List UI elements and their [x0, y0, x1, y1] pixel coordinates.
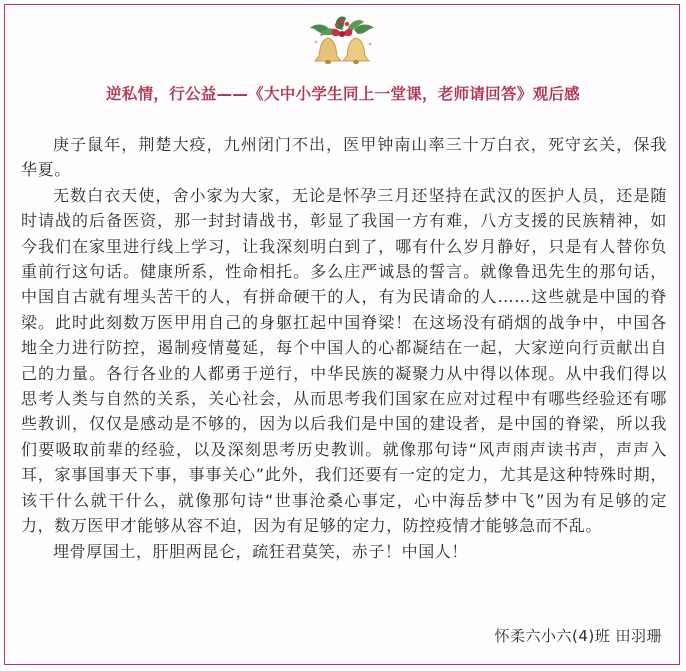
article-title: 逆私情，行公益——《大中小学生同上一堂课，老师请回答》观后感	[105, 85, 580, 103]
paragraph-2: 无数白衣天使，舍小家为大家，无论是怀孕三月还坚持在武汉的医护人员，还是随时请战的后备医资，那一封封请战书，彰显了我国一方有难，八方支援的民族精神，如今我们在家里进行线上学习，让我深刻明白到了，哪有什么岁月静好，只是有人替你负重前行这句话。健康所系，性命相托。多么庄严诚恳的誓言。就像鲁迅先生的那句话，中国自古就有埋头苦干的人，有拼命硬干的人，有为民请命的人……这些就是中国的脊梁。此时此刻数万医甲用自己的身躯扛起中国脊梁！在这场没有硝烟的战争中，中国各地全力进行防控，遏制疫情蔓延，每个中国人的心都凝结在一起，大家逆向行贡献出自己的力量。各行各业的人都勇于逆行，中华民族的凝聚力从中得以体现。从中我们得以思考人类与自然的关系，关心社会，从而思考我们国家在应对过程中有哪些经验还有哪些教训，仅仅是感动是不够的，因为以后我们是中国的建设者，是中国的脊梁，所以我们要吸取前辈的经验，以及深刻思考历史教训。就像那句诗“风声雨声读书声，声声入耳，家事国事天下事，事事关心”此外，我们还要有一定的定力，尤其是这种特殊时期，该干什么就干什么，就像那句诗“世事沧桑心事定，心中海岳梦中飞”因为有足够的定力，数万医甲才能够从容不迫，因为有足够的定力，防控疫情才能够急而不乱。	[21, 185, 667, 536]
christmas-bells-holly-icon	[306, 14, 378, 72]
author-signature: 怀柔六小六(4)班 田羽珊	[494, 627, 662, 645]
paragraph-1: 庚子鼠年，荆楚大疫，九州闭门不出，医甲钟南山率三十万白衣，死守玄关，保我华夏。	[21, 135, 667, 180]
article-body	[21, 132, 667, 564]
paragraph-3: 埋骨厚国土，肝胆两昆仑，疏狂君莫笑，赤子！中国人！	[53, 541, 469, 561]
